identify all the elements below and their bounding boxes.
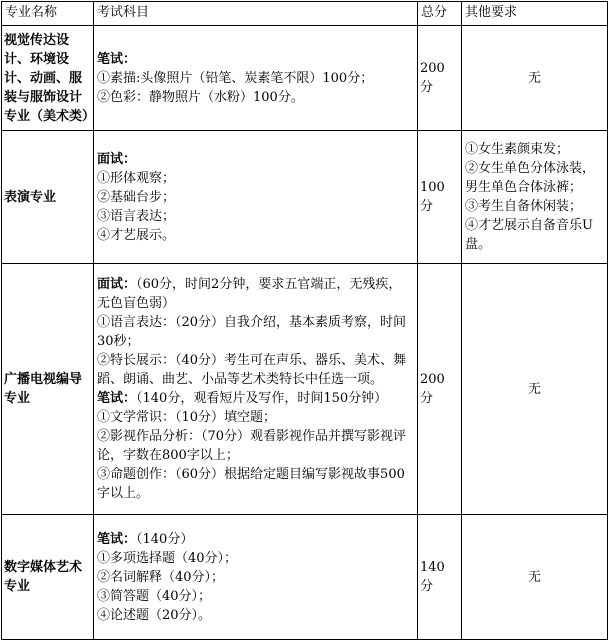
table-row bbox=[2, 264, 608, 515]
subject-text: ①形体观察； bbox=[97, 170, 176, 186]
other-requirements-cell bbox=[462, 26, 608, 131]
subject-line bbox=[97, 313, 414, 351]
subject-label: 笔试： bbox=[97, 531, 137, 547]
requirement-line: ④才艺展示自备音乐U盘。 bbox=[465, 218, 593, 252]
requirement-line: ①女生素颜束发； bbox=[465, 142, 570, 157]
header-major: 专业名称 bbox=[2, 2, 94, 26]
subject-line bbox=[97, 549, 414, 568]
subject-text: ①多项选择题（40分）； bbox=[97, 550, 238, 566]
major-name-cell: 数字媒体艺术专业 bbox=[2, 515, 94, 640]
other-requirements-cell bbox=[462, 264, 608, 515]
subject-text: ②名词解释（40分）； bbox=[97, 569, 225, 585]
subject-line bbox=[97, 150, 414, 169]
subject-line bbox=[97, 207, 414, 226]
subject-line bbox=[97, 351, 414, 389]
subject-text: （140分） bbox=[136, 531, 194, 547]
other-requirements-cell bbox=[462, 515, 608, 640]
subject-text: ①语言表达：（20分）自我介绍，基本素质考察，时间30秒； bbox=[97, 315, 407, 349]
subject-text: ④论述题（20分）。 bbox=[97, 607, 212, 623]
subject-label: 笔试： bbox=[97, 51, 137, 67]
header-subjects: 考试科目 bbox=[94, 2, 418, 26]
header-other: 其他要求 bbox=[462, 2, 608, 26]
major-name-cell: 广播电视编导专业 bbox=[2, 264, 94, 515]
subject-line bbox=[97, 69, 414, 88]
subject-line bbox=[97, 568, 414, 587]
header-row bbox=[2, 2, 608, 26]
subject-text: ④才艺展示。 bbox=[97, 227, 176, 243]
total-score-cell: 200 分 bbox=[418, 26, 462, 131]
other-requirements-cell bbox=[462, 131, 608, 264]
subject-line bbox=[97, 530, 414, 549]
total-score-cell: 200 分 bbox=[418, 264, 462, 515]
requirement-line: ②女生单色分体泳装，男生单色合体泳裤； bbox=[465, 161, 596, 195]
table-row bbox=[2, 131, 608, 264]
subject-label: 笔试： bbox=[97, 391, 137, 406]
major-name-cell: 表演专业 bbox=[2, 131, 94, 264]
subject-text: （60分，时间2分钟，要求五官端正，无残疾，无色盲色弱） bbox=[97, 277, 402, 311]
requirements-table bbox=[1, 1, 608, 640]
subject-line bbox=[97, 226, 414, 245]
subject-text: ②基础台步； bbox=[97, 189, 176, 205]
subject-line bbox=[97, 408, 414, 427]
subjects-cell bbox=[94, 26, 418, 131]
table-row bbox=[2, 515, 608, 640]
major-name-cell: 视觉传达设计、环境设计、动画、服装与服饰设计专业（美术类） bbox=[2, 26, 94, 131]
subject-text: ③语言表达； bbox=[97, 208, 176, 224]
requirement-line: ③考生自备休闲装； bbox=[465, 199, 583, 214]
subject-text: ②影视作品分析：（70分）观看影视作品并撰写影视评论，字数在800字以上； bbox=[97, 429, 407, 463]
subject-line bbox=[97, 606, 414, 625]
total-score-cell: 140 分 bbox=[418, 515, 462, 640]
subject-text: ③简答题（40分）； bbox=[97, 588, 212, 604]
total-score-cell: 100 分 bbox=[418, 131, 462, 264]
requirement-line: 无 bbox=[527, 70, 541, 86]
subject-text: ③命题创作：（60分）根据给定题目编写影视故事500字以上。 bbox=[97, 467, 405, 501]
subject-line bbox=[97, 389, 414, 408]
requirement-line: 无 bbox=[527, 569, 541, 585]
subject-line bbox=[97, 169, 414, 188]
subject-label: 面试： bbox=[97, 151, 137, 167]
header-total: 总分 bbox=[418, 2, 462, 26]
subject-line bbox=[97, 465, 414, 503]
subjects-cell bbox=[94, 515, 418, 640]
subject-text: ②特长展示：（40分）考生可在声乐、器乐、美术、舞蹈、朗诵、曲艺、小品等艺术类特长中任选一项。 bbox=[97, 353, 407, 387]
requirement-line: 无 bbox=[527, 381, 541, 397]
subjects-cell bbox=[94, 131, 418, 264]
subject-text: （140分，观看短片及写作，时间150分钟） bbox=[136, 391, 388, 406]
subject-text: ①素描:头像照片（铅笔、炭素笔不限）100分； bbox=[97, 70, 374, 86]
subject-line bbox=[97, 427, 414, 465]
subject-text: ①文学常识：（10分）填空题； bbox=[97, 410, 277, 425]
table-row bbox=[2, 26, 608, 131]
subject-line bbox=[97, 188, 414, 207]
subject-line bbox=[97, 88, 414, 107]
subjects-cell bbox=[94, 264, 418, 515]
subject-line bbox=[97, 275, 414, 313]
subject-line bbox=[97, 50, 414, 69]
subject-text: ②色彩：静物照片（水粉）100分。 bbox=[97, 89, 304, 105]
subject-line bbox=[97, 587, 414, 606]
subject-label: 面试： bbox=[97, 277, 137, 292]
